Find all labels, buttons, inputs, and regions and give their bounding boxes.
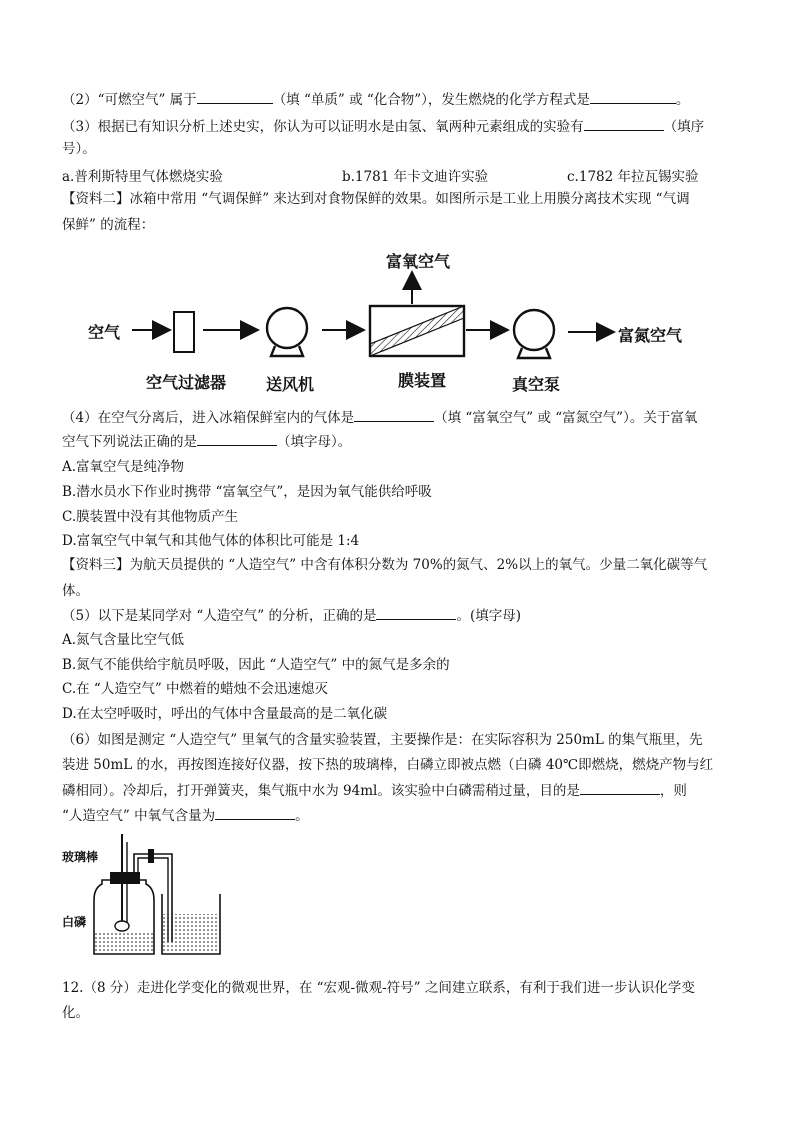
question-12-line1: 12.（8 分）走进化学变化的微观世界，在 “宏观-微观-符号” 之间建立联系，有利于我们进一步认识化学变: [62, 980, 695, 996]
blower-shape: [267, 308, 307, 348]
label-white-phosphorus: 白磷: [62, 915, 87, 929]
q4-option-d: D.富氧空气中氧气和其他气体的体积比可能是 1:4: [62, 533, 360, 549]
option-c: c.1782 年拉瓦锡实验: [567, 169, 699, 185]
question-6-line1: （6）如图是测定 “人造空气” 里氧气的含量实验装置，主要操作是：在实际容积为 250mL 的集气瓶里，先: [62, 732, 703, 748]
answer-blank[interactable]: [580, 780, 660, 795]
answer-blank[interactable]: [376, 605, 456, 620]
label-nitrogen-rich: 富氮空气: [618, 326, 683, 345]
material-2-line1: 【资料二】冰箱中常用 “气调保鲜” 来达到对食物保鲜的效果。如图所示是工业上用膜分离技术实现 “气调: [62, 191, 690, 207]
white-phosphorus-holder: [115, 921, 129, 931]
answer-blank[interactable]: [590, 89, 676, 104]
answer-blank[interactable]: [215, 805, 295, 820]
question-5: （5）以下是某同学对 “人造空气” 的分析，正确的是 。(填字母): [62, 605, 521, 626]
question-3: （3）根据已有知识分析上述史实，你认为可以证明水是由氢、氧两种元素组成的实验有 （填序: [62, 116, 704, 137]
label-oxygen-rich: 富氧空气: [386, 252, 451, 271]
material-2-line2: 保鲜” 的流程：: [62, 217, 155, 233]
question-4-cont: 空气下列说法正确的是 （填字母）。: [62, 431, 351, 452]
option-a: a.普利斯特里气体燃烧实验: [62, 169, 223, 185]
label-glass-rod: 玻璃棒: [62, 850, 99, 864]
air-filter-shape: [174, 312, 194, 352]
label-air: 空气: [88, 323, 121, 342]
answer-blank[interactable]: [197, 431, 277, 446]
material-3-line2: 体。: [62, 583, 89, 599]
q4-option-a: A.富氧空气是纯净物: [62, 459, 185, 475]
question-6-line3: 磷相同）。冷却后，打开弹簧夹，集气瓶中水为 94ml。该实验中白磷需稍过量，目的是 ，则: [62, 780, 687, 801]
question-12-line2: 化。: [62, 1005, 89, 1021]
label-vacuum-pump: 真空泵: [512, 375, 561, 394]
label-membrane: 膜装置: [398, 371, 447, 390]
question-3-cont: 号）。: [62, 141, 96, 157]
spring-clamp: [148, 849, 154, 863]
q5-option-d: D.在太空呼吸时，呼出的气体中含量最高的是二氧化碳: [62, 706, 388, 722]
question-6-line2: 装进 50mL 的水，再按图连接好仪器，按下热的玻璃棒，白磷立即被点燃（白磷 40℃即燃烧，燃烧产物与红: [62, 757, 714, 773]
material-3-line1: 【资料三】为航天员提供的 “人造空气” 中含有体积分数为 70%的氮气、2%以上的氧气。少量二氧化碳等气: [62, 557, 708, 573]
answer-blank[interactable]: [584, 116, 664, 131]
option-b: b.1781 年卡文迪许实验: [342, 169, 489, 185]
q5-option-c: C.在 “人造空气” 中燃着的蜡烛不会迅速熄灭: [62, 681, 329, 697]
label-air-filter: 空气过滤器: [146, 373, 227, 392]
q4-option-b: B.潜水员水下作业时携带 “富氧空气”，是因为氧气能供给呼吸: [62, 484, 432, 500]
question-2: （2）“可燃空气” 属于 （填 “单质” 或 “化合物”），发生燃烧的化学方程式是 。: [62, 89, 689, 110]
vacuum-pump-shape: [514, 310, 554, 350]
answer-blank[interactable]: [354, 407, 434, 422]
label-blower: 送风机: [266, 375, 315, 394]
q5-option-a: A.氮气含量比空气低: [62, 632, 185, 648]
question-6-line4: “人造空气” 中氧气含量为 。: [62, 805, 309, 826]
q5-option-b: B.氮气不能供给宇航员呼吸，因此 “人造空气” 中的氮气是多余的: [62, 657, 450, 673]
question-4: （4）在空气分离后，进入冰箱保鲜室内的气体是 （填 “富氧空气” 或 “富氮空气”）。关于富氧: [62, 407, 697, 428]
stopper: [110, 872, 140, 884]
answer-blank[interactable]: [197, 89, 273, 104]
q4-option-c: C.膜装置中没有其他物质产生: [62, 509, 239, 525]
